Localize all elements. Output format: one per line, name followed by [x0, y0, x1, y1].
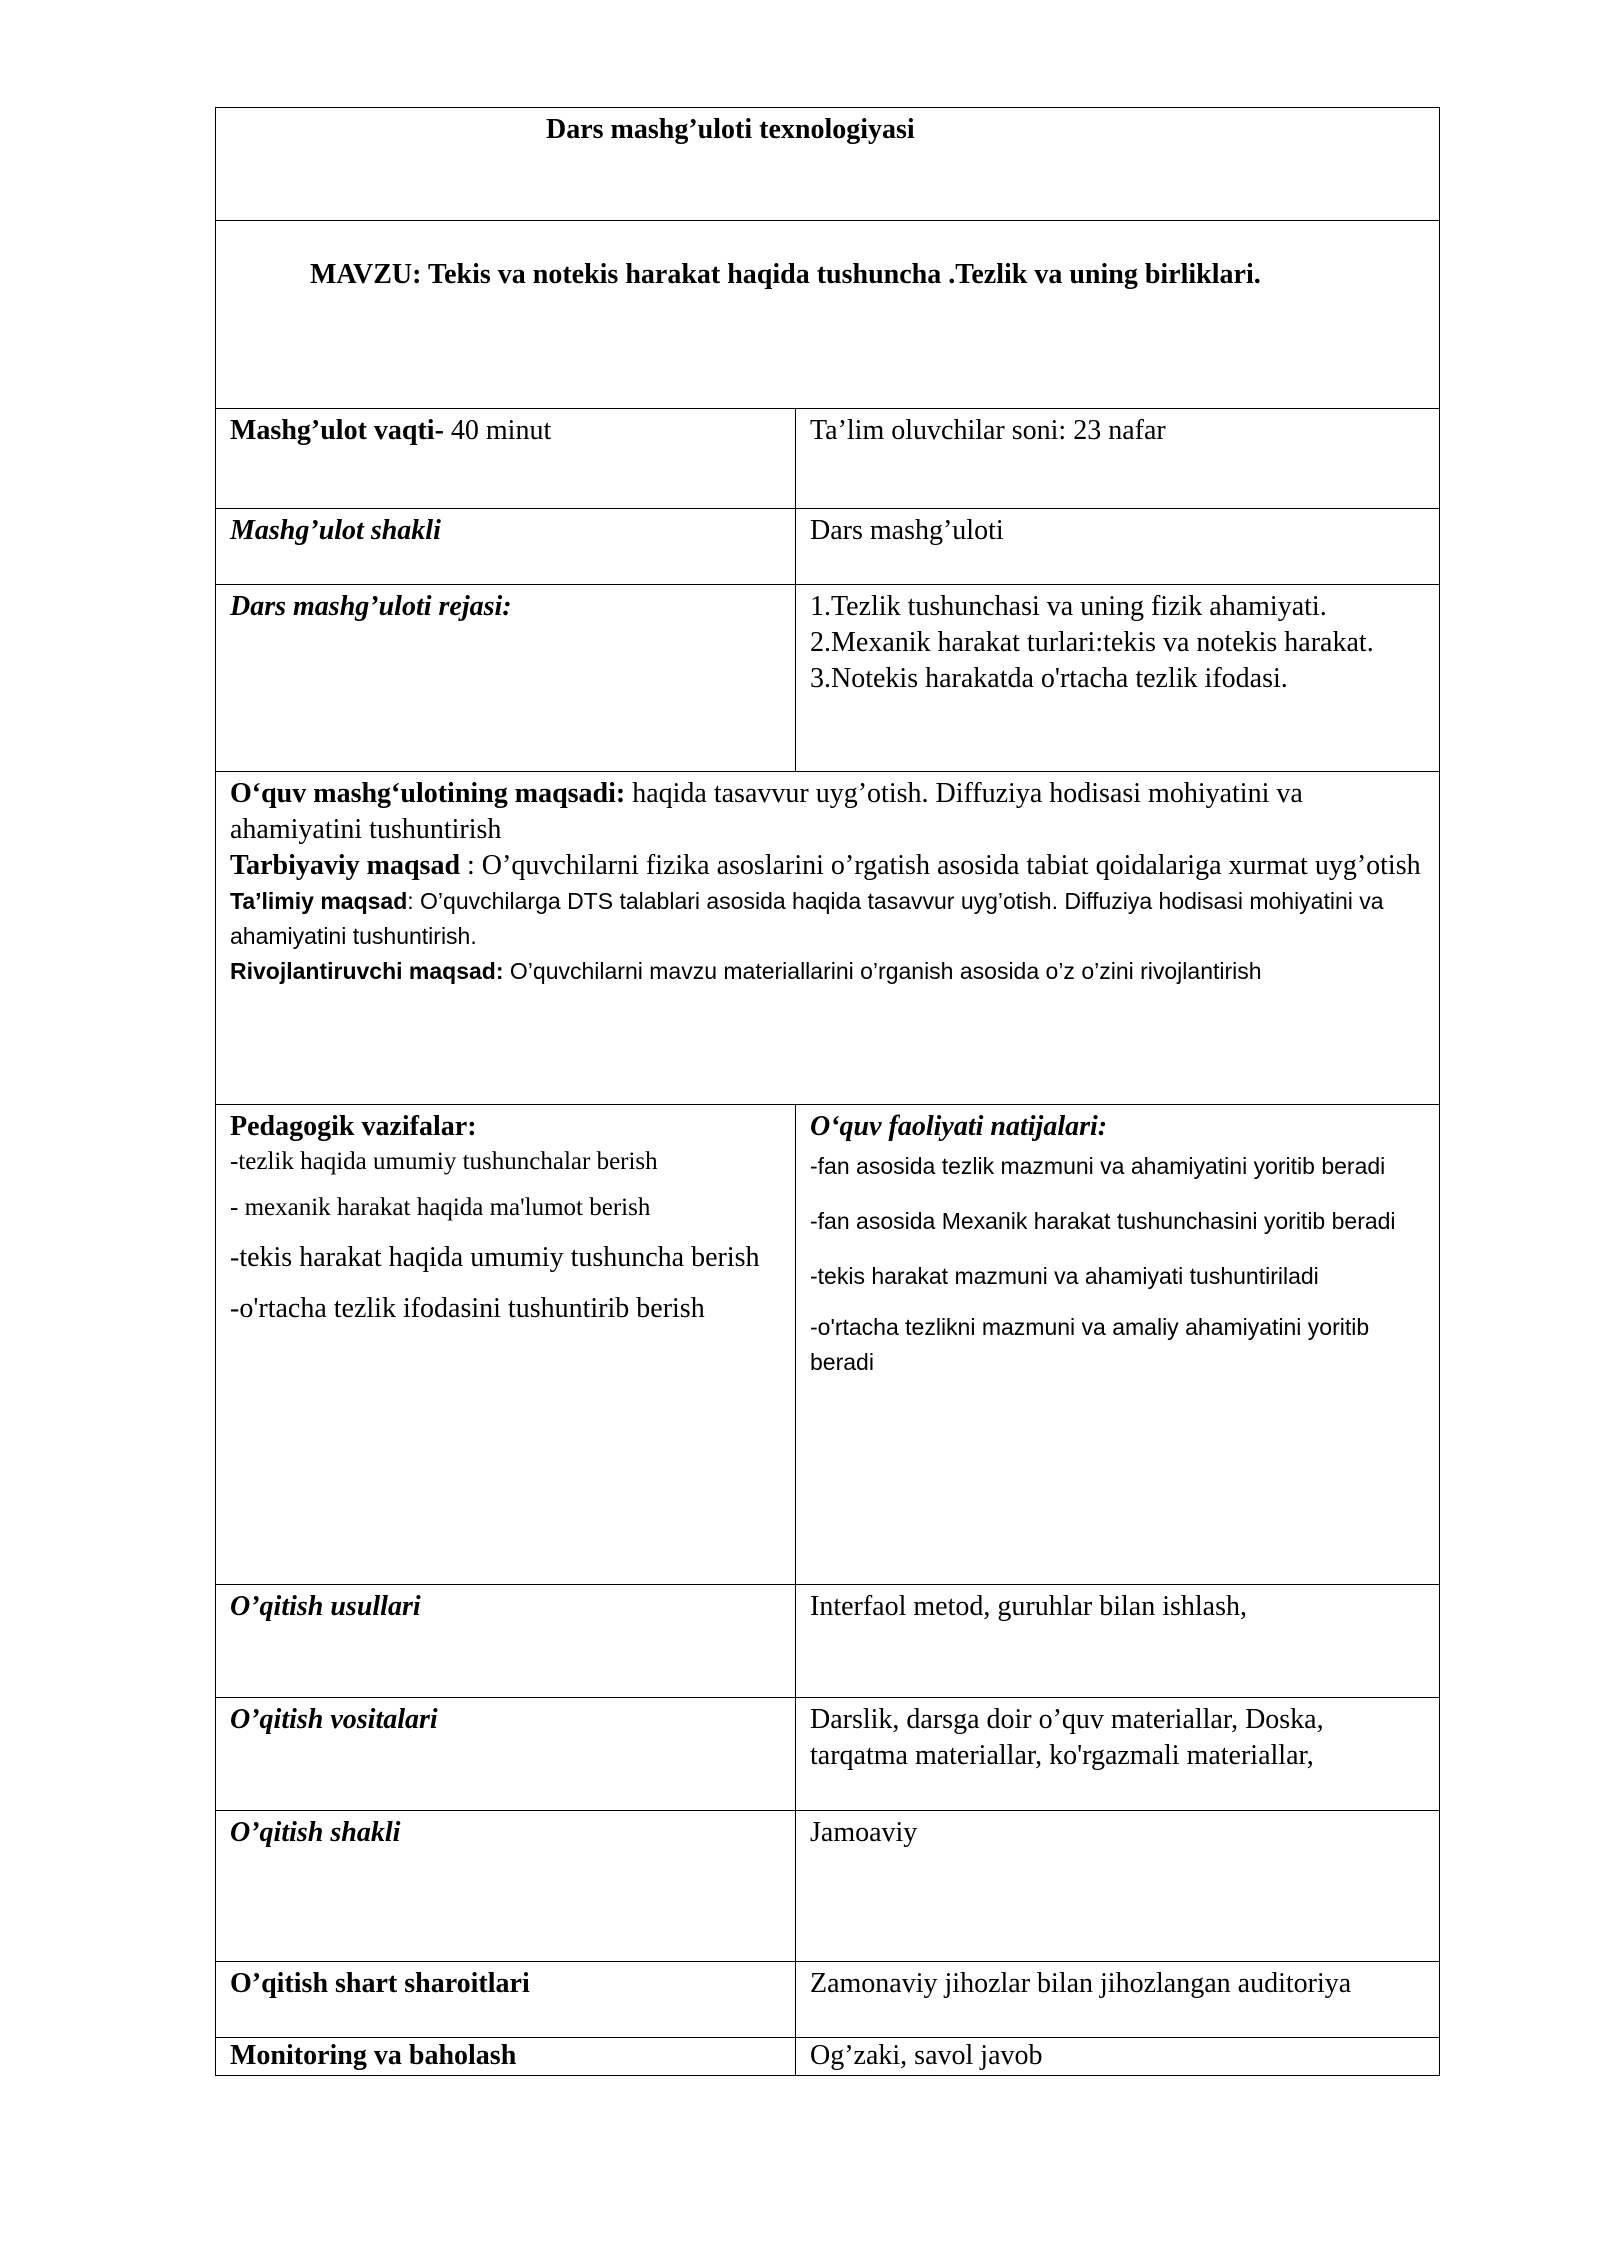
- monitoring-value: Og’zaki, savol javob: [810, 2040, 1043, 2071]
- teaching-goal: [230, 884, 1425, 954]
- task-item: -o'rtacha tezlik ifodasini tushuntirib berish: [230, 1293, 705, 1324]
- topic-row: [216, 221, 1440, 409]
- topic-paragraph: [230, 257, 1425, 293]
- monitoring-row: [216, 2038, 1440, 2076]
- tools-value: Darslik, darsga doir o’quv materiallar, Doska, tarqatma materiallar, ko'rgazmali materiallar,: [810, 1704, 1324, 1771]
- education-goal-label: Tarbiyaviy maqsad: [230, 850, 461, 881]
- plan-item: 1.Tezlik tushunchasi va uning fizik ahamiyati.: [810, 591, 1327, 622]
- tools-row: [216, 1698, 1440, 1811]
- task-item: -tekis harakat haqida umumiy tushuncha berish: [230, 1242, 760, 1273]
- time-label: Mashg’ulot vaqti-: [230, 415, 444, 446]
- plan-item: 2.Mexanik harakat turlari:tekis va notekis harakat.: [810, 627, 1374, 658]
- teach-form-label: O’qitish shakli: [230, 1817, 401, 1848]
- tasks-cell: [216, 1105, 796, 1585]
- conditions-value: Zamonaviy jihozlar bilan jihozlangan auditoriya: [810, 1968, 1352, 1999]
- education-goal-text: : O’quvchilarni fizika asoslarini o’rgatish asosida tabiat qoidalariga xurmat uyg’otish: [460, 850, 1421, 881]
- time-row: [216, 409, 1440, 509]
- form-value: Dars mashg’uloti: [810, 515, 1004, 546]
- result-item: -fan asosida tezlik mazmuni va ahamiyatini yoritib beradi: [810, 1153, 1386, 1179]
- methods-label: O’qitish usullari: [230, 1591, 421, 1622]
- conditions-label: O’qitish shart sharoitlari: [230, 1968, 530, 1999]
- task-item: -tezlik haqida umumiy tushunchalar berish: [230, 1148, 658, 1175]
- time-cell: [216, 409, 796, 509]
- document-title: Dars mashg’uloti texnologiyasi: [546, 114, 915, 145]
- education-goal: [230, 848, 1425, 884]
- goals-cell: [216, 772, 1440, 1105]
- results-label: O‘quv faoliyati natijalari:: [810, 1111, 1108, 1142]
- teaching-goal-text: : O’quvchilarga DTS talablari asosida haqida tasavvur uyg’otish. Diffuziya hodisasi mohiyatini va ahamiyatini tushuntirish.: [230, 888, 1384, 949]
- time-value: 40 minut: [443, 415, 552, 446]
- methods-value: Interfaol metod, guruhlar bilan ishlash,: [810, 1591, 1247, 1622]
- main-goal-label: O‘quv mashg‘ulotining maqsadi:: [230, 778, 626, 809]
- plan-item: 3.Notekis harakatda o'rtacha tezlik ifodasi.: [810, 663, 1288, 694]
- tasks-results-row: [216, 1105, 1440, 1585]
- conditions-row: [216, 1962, 1440, 2038]
- teaching-goal-label: Ta’limiy maqsad: [230, 888, 408, 914]
- plan-row: [216, 585, 1440, 772]
- task-item: - mexanik harakat haqida ma'lumot berish: [230, 1194, 651, 1221]
- form-label: Mashg’ulot shakli: [230, 515, 441, 546]
- development-goal-label: Rivojlantiruvchi maqsad:: [230, 958, 504, 984]
- development-goal: [230, 954, 1425, 989]
- students-cell: [796, 409, 1440, 509]
- development-goal-text: O’quvchilarni mavzu materiallarini o’rganish asosida o’z o’zini rivojlantirish: [503, 958, 1262, 984]
- teach-form-row: [216, 1811, 1440, 1962]
- tasks-label: Pedagogik vazifalar:: [230, 1111, 477, 1142]
- plan-list: [796, 585, 1440, 772]
- form-row: [216, 509, 1440, 585]
- methods-row: [216, 1585, 1440, 1698]
- result-item: -o'rtacha tezlikni mazmuni va amaliy ahamiyatini yoritib beradi: [810, 1314, 1370, 1375]
- title-row: [216, 108, 1440, 221]
- topic-label: MAVZU:: [310, 259, 422, 290]
- goals-row: [216, 772, 1440, 1105]
- monitoring-label: Monitoring va baholash: [230, 2040, 517, 2071]
- tools-label: O’qitish vositalari: [230, 1704, 438, 1735]
- main-goal-text: haqida tasavvur uyg’otish. Diffuziya hodisasi mohiyatini va ahamiyatini tushuntirish: [230, 778, 1303, 845]
- students-count: Ta’lim oluvchilar soni: 23 nafar: [810, 415, 1166, 446]
- main-goal: [230, 776, 1425, 848]
- topic-text: Tekis va notekis harakat haqida tushuncha .Tezlik va uning birliklari.: [421, 259, 1261, 290]
- teach-form-value: Jamoaviy: [810, 1817, 918, 1848]
- result-item: -tekis harakat mazmuni va ahamiyati tushuntiriladi: [810, 1263, 1319, 1289]
- plan-label: Dars mashg’uloti rejasi:: [230, 591, 512, 622]
- results-cell: [796, 1105, 1440, 1585]
- lesson-plan-table: [215, 107, 1440, 2076]
- result-item: -fan asosida Mexanik harakat tushunchasini yoritib beradi: [810, 1208, 1396, 1234]
